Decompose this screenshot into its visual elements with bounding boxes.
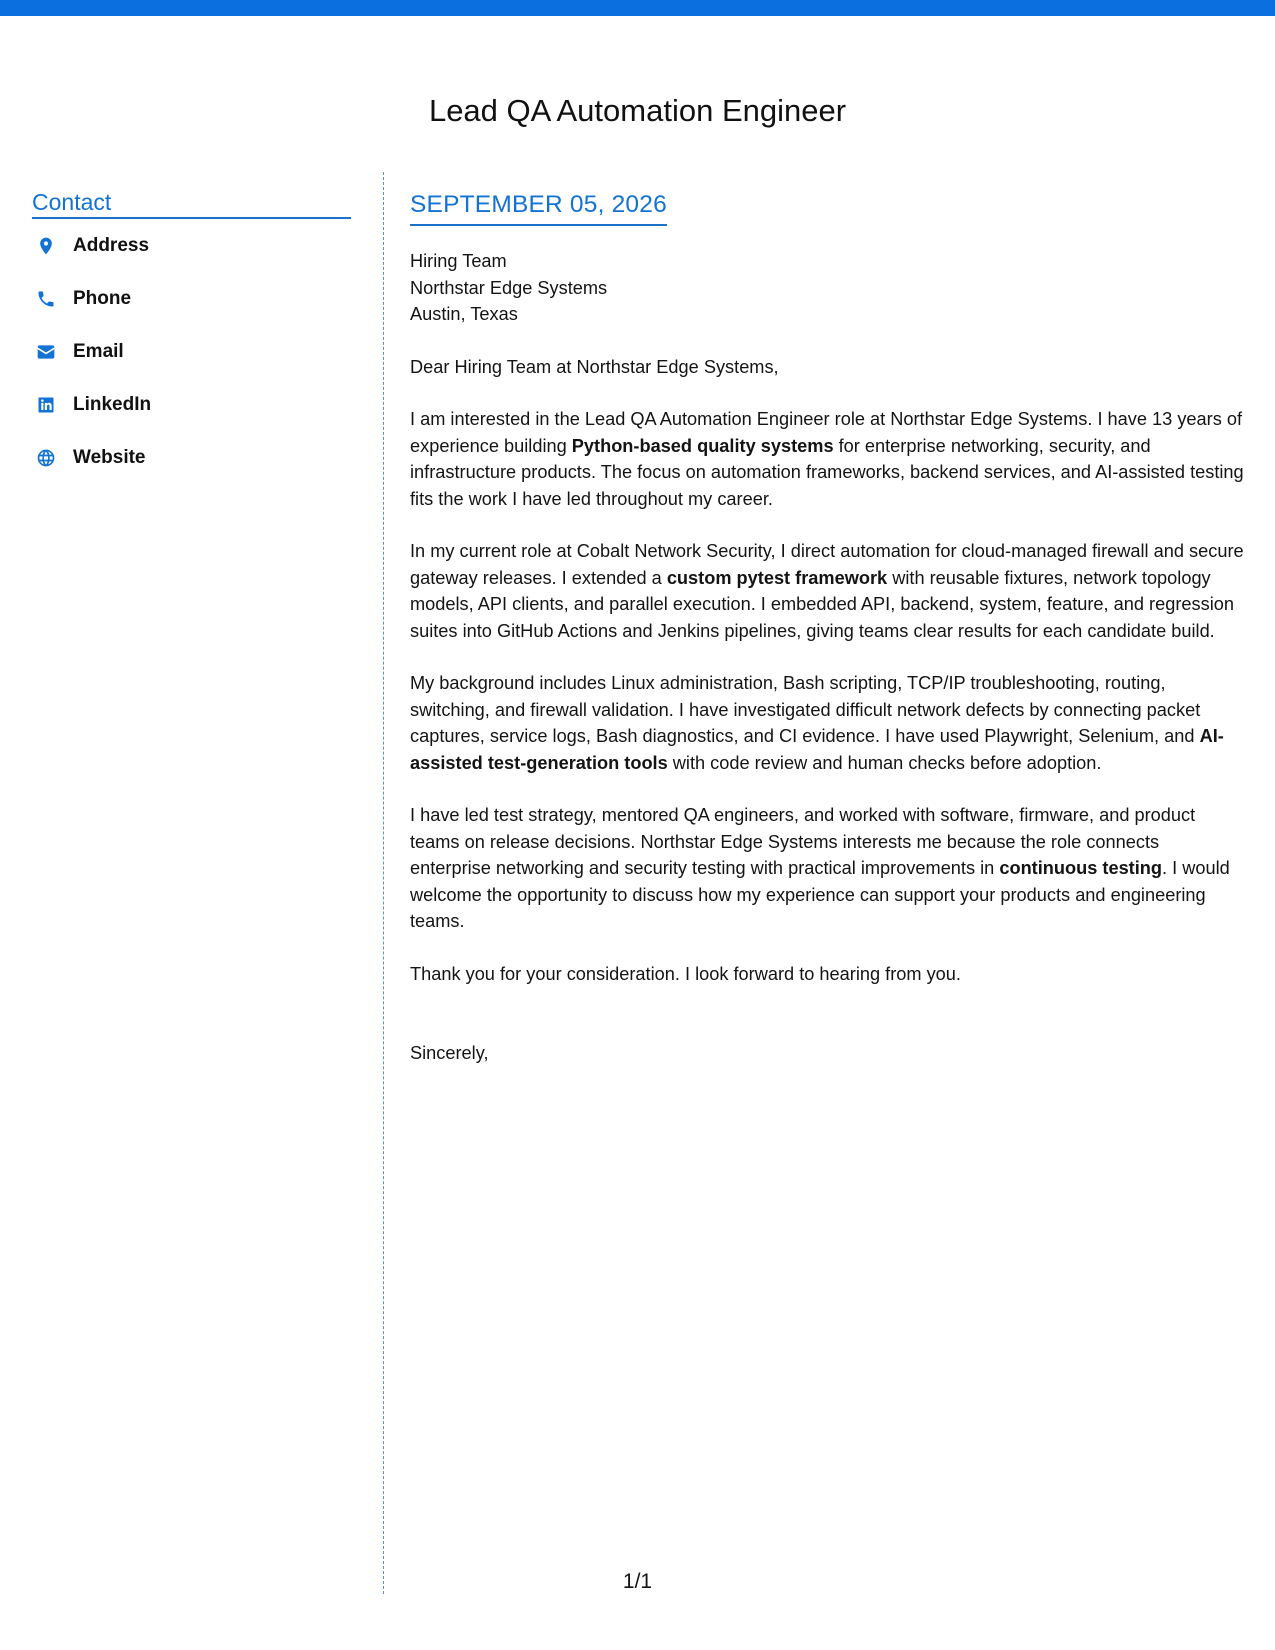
envelope-icon — [34, 340, 58, 364]
contact-item-website — [32, 429, 351, 487]
contact-label: Address — [73, 235, 150, 256]
paragraph-text: In my current role at Cobalt Network Security, I direct automation for cloud-managed firewall and secure gateway releases. I extended a — [410, 541, 1244, 588]
globe-icon — [34, 446, 58, 470]
recipient-line: Northstar Edge Systems — [410, 277, 608, 298]
contact-label: Email — [73, 341, 124, 362]
salutation: Dear Hiring Team at Northstar Edge Systems, — [410, 356, 779, 377]
contact-list — [32, 217, 351, 487]
contact-item-phone — [32, 270, 351, 328]
closing: Sincerely, — [410, 1043, 489, 1063]
body-paragraph — [410, 802, 1245, 935]
contact-item-address — [32, 217, 351, 275]
contact-label: Website — [73, 447, 146, 468]
contact-item-email — [32, 323, 351, 381]
page-title: Lead QA Automation Engineer — [428, 93, 847, 128]
map-pin-icon — [34, 234, 58, 258]
paragraph-text: for enterprise networking, security, and infrastructure products. The focus on automation frameworks, backend services, and AI-assisted testing fits the work I have led throughout my career. — [410, 435, 1244, 509]
contact-label: LinkedIn — [73, 394, 152, 415]
paragraph-text: I have led test strategy, mentored QA engineers, and worked with software, firmware, and product teams on release decisions. Northstar Edge Systems interests me because the role connects enterprise networking and security testing with practical improvements in — [410, 805, 1196, 878]
thanks-paragraph: Thank you for your consideration. I look forward to hearing from you. — [410, 963, 961, 984]
contact-heading: Contact — [32, 189, 351, 219]
emphasis-text: custom pytest framework — [666, 567, 888, 588]
phone-icon — [34, 287, 58, 311]
paragraph-text: I am interested in the Lead QA Automation Engineer role at Northstar Edge Systems. I have 13 years of experience building — [410, 409, 1243, 456]
emphasis-text: continuous testing — [999, 858, 1163, 878]
emphasis-text: Python-based quality systems — [571, 435, 834, 456]
paragraph-text: My background includes Linux administration, Bash scripting, TCP/IP troubleshooting, routing, switching, and firewall validation. I have investigated difficult network defects by connecting packet captures, service logs, Bash diagnostics, and CI evidence. I have used Playwright, Selenium, and — [410, 673, 1201, 746]
contact-label: Phone — [73, 288, 132, 309]
recipient-address — [410, 248, 1245, 328]
body-paragraph — [410, 538, 1245, 644]
top-accent-bar — [0, 0, 1275, 16]
paragraph-text: with code review and human checks before adoption. — [667, 752, 1102, 773]
letter-date: SEPTEMBER 05, 2026 — [410, 190, 667, 226]
contact-sidebar — [32, 189, 351, 487]
page-number: 1/1 — [622, 1570, 653, 1593]
contact-item-linkedin — [32, 376, 351, 434]
paragraph-text: . I would welcome the opportunity to discuss how my experience can support your products and engineering teams. — [410, 858, 1230, 931]
emphasis-text: AI-assisted test-generation tools — [410, 726, 1224, 773]
recipient-line: Austin, Texas — [410, 304, 518, 324]
body-paragraph — [410, 406, 1245, 512]
paragraph-text: with reusable fixtures, network topology models, API clients, and parallel execution. I embedded API, backend, system, feature, and regression suites into GitHub Actions and Jenkins pipelines, giving teams clear results for each candidate build. — [410, 567, 1234, 641]
letter-body — [410, 190, 1245, 1085]
linkedin-icon — [34, 393, 58, 417]
recipient-line: Hiring Team — [410, 251, 507, 271]
column-divider — [383, 172, 384, 1594]
body-paragraph — [410, 670, 1245, 776]
